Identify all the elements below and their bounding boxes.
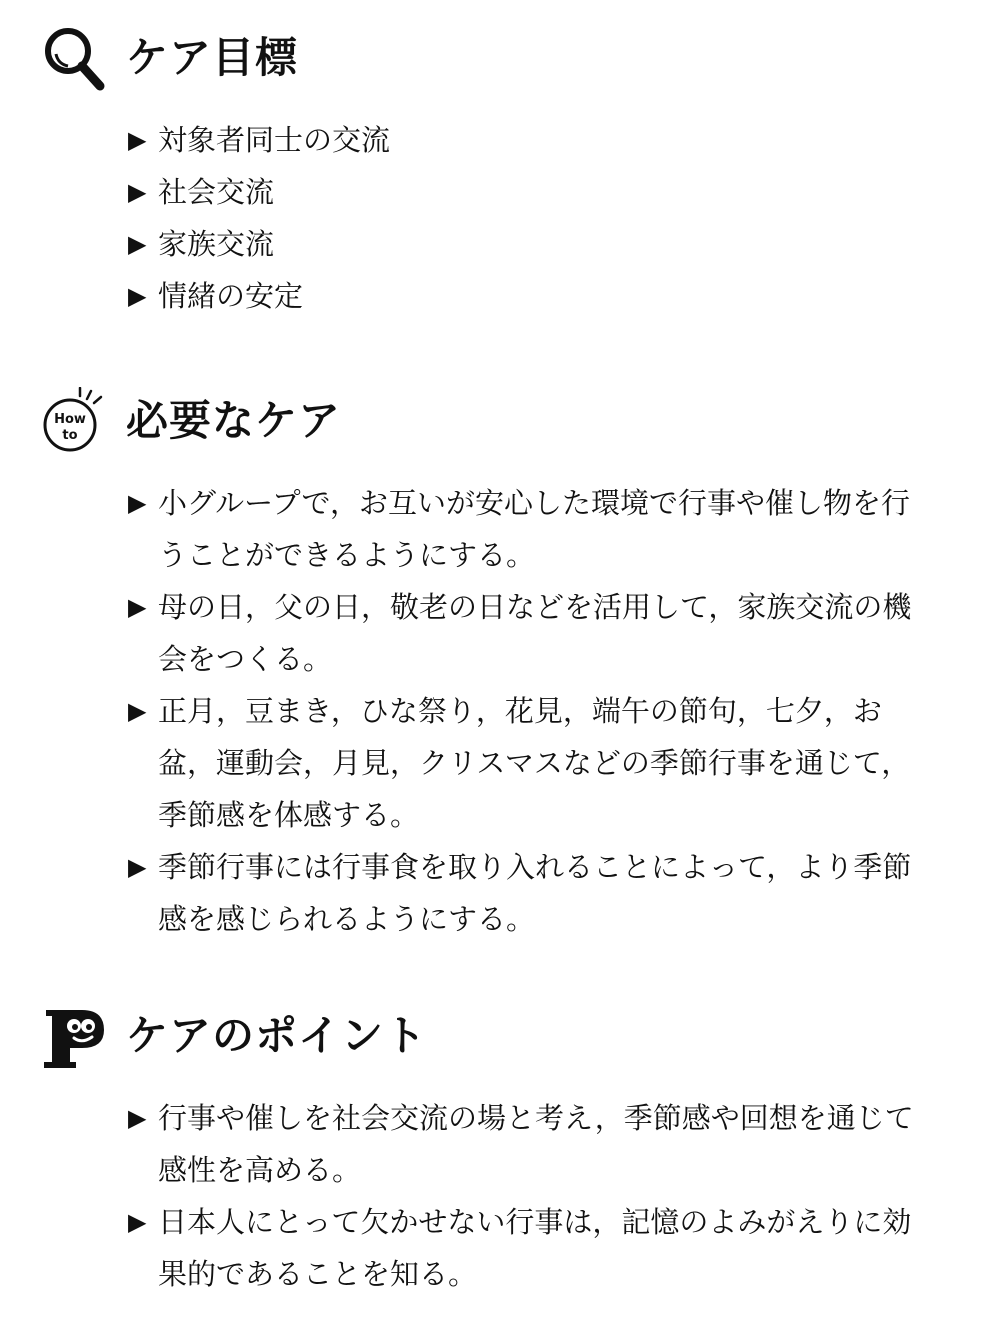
necessary-care-section <box>0 385 1000 936</box>
triangle-bullet-icon: ▶ <box>128 126 147 154</box>
care-points-section <box>0 1000 1000 1291</box>
triangle-bullet-icon: ▶ <box>128 593 147 621</box>
necessary-care-list <box>128 477 928 945</box>
list-item: ▶ 情緒の安定 <box>128 270 828 322</box>
triangle-bullet-icon: ▶ <box>128 282 147 310</box>
p-character-icon <box>40 1002 110 1072</box>
necessary-care-heading <box>0 385 1000 461</box>
list-item: ▶ 母の日，父の日，敬老の日などを活用して，家族交流の機会をつくる。 <box>128 581 928 685</box>
triangle-bullet-icon: ▶ <box>128 697 147 725</box>
care-points-title: ケアのポイント <box>126 1011 428 1060</box>
care-goals-title: ケア目標 <box>126 33 299 82</box>
list-item: ▶ 小グループで，お互いが安心した環境で行事や催し物を行うことができるようにする。 <box>128 477 928 581</box>
care-points-list <box>128 1092 928 1300</box>
care-goals-heading <box>0 22 1000 98</box>
list-item: ▶ 季節行事には行事食を取り入れることによって，より季節感を感じられるようにする。 <box>128 841 928 945</box>
list-item: ▶ 行事や催しを社会交流の場と考え，季節感や回想を通じて感性を高める。 <box>128 1092 928 1196</box>
care-goals-list <box>128 114 828 322</box>
triangle-bullet-icon: ▶ <box>128 178 147 206</box>
how-to-icon <box>40 387 110 457</box>
list-item: ▶ 家族交流 <box>128 218 828 270</box>
list-item: ▶ 対象者同士の交流 <box>128 114 828 166</box>
triangle-bullet-icon: ▶ <box>128 853 147 881</box>
care-goals-section <box>0 22 1000 313</box>
necessary-care-title: 必要なケア <box>126 396 342 445</box>
svg-text:to: to <box>62 428 78 443</box>
list-item: ▶ 正月，豆まき，ひな祭り，花見，端午の節句，七夕，お盆，運動会，月見，クリスマスなどの季節行事を通じて，季節感を体感する。 <box>128 685 928 841</box>
triangle-bullet-icon: ▶ <box>128 1208 147 1236</box>
triangle-bullet-icon: ▶ <box>128 489 147 517</box>
list-item: ▶ 日本人にとって欠かせない行事は，記憶のよみがえりに効果的であることを知る。 <box>128 1196 928 1300</box>
triangle-bullet-icon: ▶ <box>128 1104 147 1132</box>
svg-text:How: How <box>54 412 86 427</box>
magnifier-icon <box>40 24 110 94</box>
triangle-bullet-icon: ▶ <box>128 230 147 258</box>
care-points-heading <box>0 1000 1000 1076</box>
list-item: ▶ 社会交流 <box>128 166 828 218</box>
